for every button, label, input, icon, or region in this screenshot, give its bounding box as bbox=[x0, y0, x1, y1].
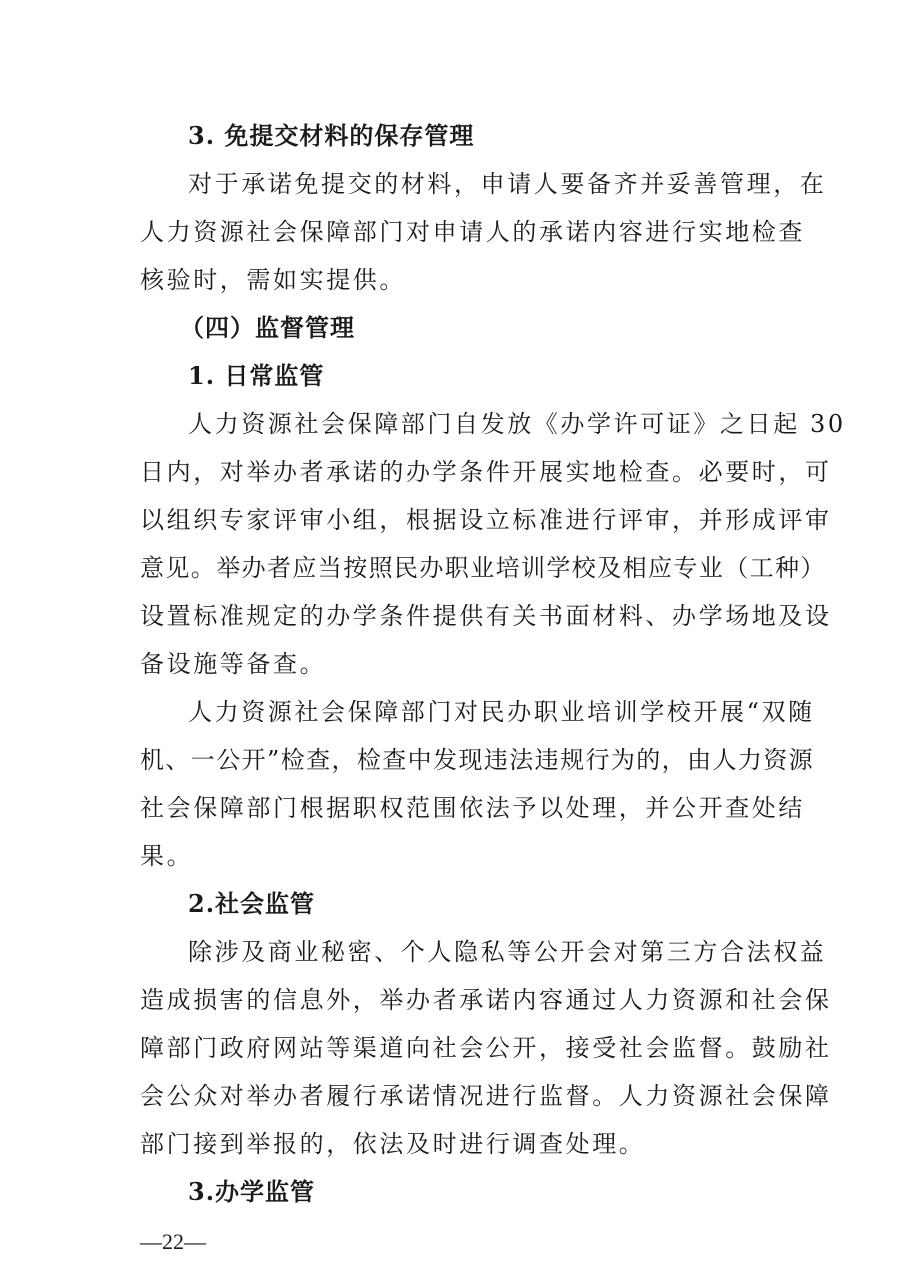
paragraph-line: 日内，对举办者承诺的办学条件开展实地检查。必要时，可 bbox=[140, 458, 832, 486]
paragraph-line: 造成损害的信息外，举办者承诺内容通过人力资源和社会保 bbox=[140, 986, 832, 1014]
paragraph-line: 意见。举办者应当按照民办职业培训学校及相应专业（工种） bbox=[140, 554, 826, 582]
heading-daily-supervision: 1. 日常监管 bbox=[188, 361, 325, 390]
paragraph-line: 以组织专家评审小组，根据设立标准进行评审，并形成评审 bbox=[140, 506, 832, 534]
paragraph-line: 障部门政府网站等渠道向社会公开，接受社会监督。鼓励社 bbox=[140, 1034, 832, 1062]
paragraph-line: 社会保障部门根据职权范围依法予以处理，并公开查处结 bbox=[140, 794, 805, 822]
page-number: —22— bbox=[140, 1229, 206, 1254]
heading-school-supervision: 3.办学监管 bbox=[188, 1177, 316, 1206]
heading-social-supervision: 2.社会监管 bbox=[188, 889, 316, 918]
paragraph-line: 果。 bbox=[140, 842, 194, 870]
paragraph-line: 机、一公开”检查，检查中发现违法违规行为的，由人力资源 bbox=[140, 746, 815, 774]
paragraph-line: 除涉及商业秘密、个人隐私等公开会对第三方合法权益 bbox=[188, 938, 827, 966]
heading-section-four: （四）监督管理 bbox=[180, 313, 355, 342]
paragraph-line: 备设施等备查。 bbox=[140, 650, 327, 678]
paragraph-line: 人力资源社会保障部门对申请人的承诺内容进行实地检查 bbox=[140, 218, 805, 246]
paragraph-line: 核验时，需如实提供。 bbox=[140, 266, 406, 294]
paragraph-line: 对于承诺免提交的材料，申请人要备齐并妥善管理，在 bbox=[188, 170, 827, 198]
paragraph-line: 设置标准规定的办学条件提供有关书面材料、办学场地及设 bbox=[140, 602, 832, 630]
paragraph-line: 部门接到举报的，依法及时进行调查处理。 bbox=[140, 1130, 646, 1158]
paragraph-line: 人力资源社会保障部门自发放《办学许可证》之日起 30 bbox=[188, 410, 846, 438]
heading-storage: 3. 免提交材料的保存管理 bbox=[188, 121, 475, 150]
paragraph-line: 会公众对举办者履行承诺情况进行监督。人力资源社会保障 bbox=[140, 1082, 832, 1110]
paragraph-line: 人力资源社会保障部门对民办职业培训学校开展“双随 bbox=[188, 698, 815, 726]
